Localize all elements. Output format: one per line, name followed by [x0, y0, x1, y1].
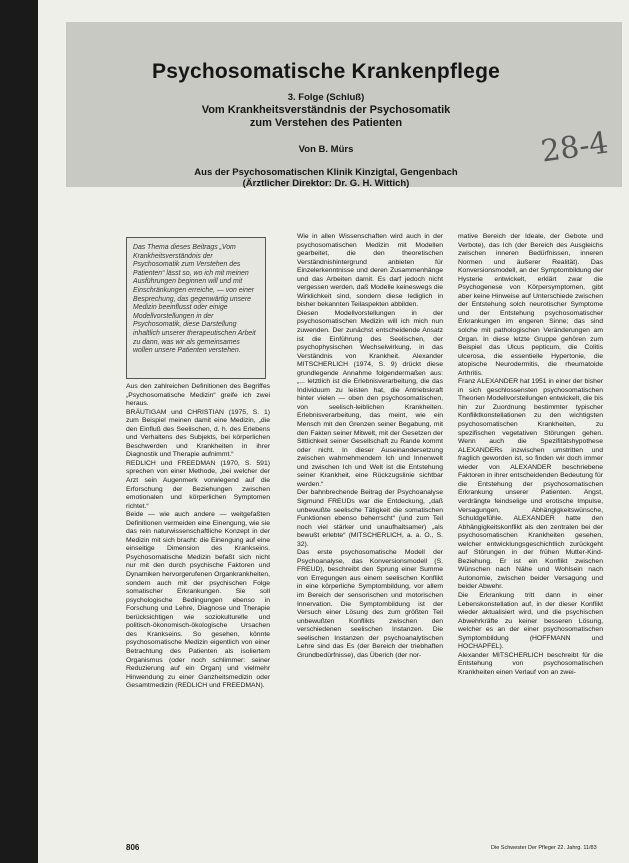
subtitle-line-1: Vom Krankheitsverständnis der Psychosomatik [201, 104, 451, 116]
text-column-3 [458, 233, 603, 845]
paragraph: REDLICH und FREEDMAN (1970, S. 591) sprechen von einer Methode, „bei welcher der Arzt sein Augenmerk vorwiegend auf die Erforschung der Beziehungen zwischen emotionalen und körperlichen Symptomen richtet.“ [126, 459, 270, 510]
series-label: 3. Folge (Schluß) [287, 92, 365, 103]
institute-line: Aus der Psychosomatischen Klinik Kinzigtal, Gengenbach [194, 167, 458, 178]
document-page [38, 0, 629, 863]
paragraph: Franz ALEXANDER hat 1951 in einer der bisher in sich geschlossensten psychosomatischen Theorien Modellvorstellungen entwickelt, die bis hin zur Zuordnung bestimmter typischer Konfliktkonstellationen zu den wichtigsten psychosomatischen Krankheiten, zu spezifischen vegetativen Störungen gehen. Wenn auch die Spezifitätshypothese ALEXANDERs inzwischen umstritten und fraglich geworden ist, so finden wir doch immer wieder von ALEXANDER beschriebene Faktoren in ihrer entscheidenden Bedeutung für die Entstehung der psychosomatischen Erkrankung unserer Patienten. Angst, verdrängte feindselige und erotische Impulse, Versagungen, Abhängigkeitswünsche, Schuldgefühle. ALEXANDER hatte den Abhängigkeitskonflikt als den zentralen bei der psychosomatischen Krankheiten gesehen, welcher entwicklungsgeschichtlich zurückgeht auf Störungen in der frühen Mutter-Kind-Beziehung. Er ist ein Konflikt zwischen Wünschen nach Nähe und Wohlsein nach Autonomie, zwischen beider Versagung und beider Abwehr. [458, 378, 603, 591]
subtitle-line-2: zum Verstehen des Patienten [249, 117, 403, 129]
paragraph: Das erste psychosomatische Modell der Psychoanalyse, das Konversionsmodell (S. FREUD), beschreibt den Sprung einer Summe von Erregungen aus einem seelischen Konflikt in eine körperliche Symptombildung, vor allem im Bereich der sensorischen und motorischen Innervation. Die Symptombildung ist der Versuch einer Lösung des zum größten Teil unbewußten Konflikts zwischen den verschiedenen seelischen Instanzen. Die seelischen Instanzen der psychoanalytischen Lehre sind das Es (der Bereich der triebhaften Grundbedürfnisse), das Überich (der nor- [297, 549, 443, 659]
paragraph: Der bahnbrechende Beitrag der Psychoanalyse Sigmund FREUDs war die Entdeckung, „daß unbewußte seelische Tätigkeit die somatischen Funktionen ebenso beherrscht“ (und zum Teil noch viel stärker und unaufhaltsamer) „als bewußt erlebte“ (MITSCHERLICH, a. a. O., S. 32). [297, 489, 443, 548]
intro-box: Das Thema dieses Beitrags „Vom Krankheitsverständnis der Psychosomatik zum Verstehen des Patienten“ lässt so, wo ich mit meinen Ausführungen beginnen will und mit Einschränkungen erreiche, — von einer Besprechung, das gegenwärtig unsere Medizin beeinflusst oder einige Modellvorstellungen in der Psychosomatik, diese Darstellung inhaltlich unserer therapeutischen Arbeit zu dann, was wir als gemeinsames wollen unsere Patienten verstehen. [126, 237, 266, 379]
paragraph: mative Bereich der Ideale, der Gebote und Verbote), das Ich (der Bereich des Ausgleichs zwischen inneren Bedürfnissen, inneren Normen und äußerer Realität). Das Konversionsmodell, an der Symptombildung der Hysterie entwickelt, erklärt zwar die Psychogenese von Körpersymptomen, gibt aber keine Hinweise auf Unterschiede zwischen der Entstehung solch neurotischer Symptome und der Entstehung psychosomatischer Erkrankungen im engeren Sinne; das sind solche mit pathologischen Veränderungen am Organ. In diese letzte Gruppe gehören zum Beispiel das Ulcus pepticum, die Colitis ulcerosa, die essentielle Hypertonie, die atopische Neurodermitis, die rheumatoide Arthritis. [458, 233, 603, 377]
article-title: Psychosomatische Krankenpflege [152, 60, 500, 83]
paragraph: Die Erkrankung tritt dann in einer Lebenskonstellation auf, in der dieser Konflikt wieder aktualisiert wird, und die psychischen Abwehrkräfte zu keiner besseren Lösung, welcher es an der einer psychosomatischen Symptombildung (HOFFMANN und HOCHAPFEL). [458, 591, 603, 651]
paragraph: Wie in allen Wissenschaften wird auch in der psychosomatischen Medizin mit Modellen gearbeitet, die den theoretischen Verständnishintergrund anbieten für Einzelerkenntnisse und deren Zusammenhänge und das Arbeiten damit. Es darf jedoch nicht vergessen werden, daß Modelle keineswegs die Wirklichkeit sind, sondern diese lediglich in bisher bekannten Teilaspekten abbilden. [297, 233, 443, 309]
text-column-2 [297, 233, 443, 845]
journal-footer: Die Schwester Der Pfleger 22. Jahrg. 11/83 [491, 845, 597, 851]
paragraph: BRÄUTIGAM und CHRISTIAN (1975, S. 1) zum Beispiel meinen damit eine Medizin, „die den Einfluß des Seelischen, d. h. des Erlebens und Verhaltens des Subjekts, bei körperlichen Beschwerden und Krankheiten in ihrer Diagnostik und Therapie aufnimmt.“ [126, 408, 270, 459]
paragraph: Diesen Modellvorstellungen in der psychosomatischen Medizin will ich mich nun zuwenden. Der zunächst entscheidende Ansatz ist die Einführung des Seelischen, der psychophysischen Wechselwirkung, in das Verständnis von Krankheit. Alexander MITSCHERLICH (1974, S. 9) drückt diese grundlegende Annahme folgendermaßen aus: „... letztlich ist die Erlebnisverarbeitung, die das Individuum zu leisten hat, die Antriebskraft hinter vielen — oben den psychosomatischen, von seelisch-leiblichen Krankheiten. Erlebnisverarbeitung, das meint, wie ein Mensch mit den Grenzen seiner Begabung, mit den Fakten seiner Mitwelt, mit der Gesetzen der Sittlichkeit seiner Gesellschaft zu Rande kommt oder nicht. In dieser Auseinandersetzung zwischen wahrnehmendem Ich und Innenwelt und zwischen Ich und Welt ist die Entstehung seiner Krankheit, eine Rückzugslinie sichtbar werden.“ [297, 309, 443, 488]
paragraph: Beide — wie auch andere — weitgefaßten Definitionen vermeiden eine Einengung, wie sie das rein naturwissenschaftliche Konzept in der Medizin mit sich bracht: die Einengung auf eine einseitige Dimension des Krankseins. Psychosomatische Medizin befaßt sich nicht nur mit den durch psychische Faktoren und Dynamiken hervorgerufenen Organkrankheiten, sondern auch mit der psychischen Folge somatischer Erkrankungen. Sie soll psychologische Bedingungen ebenso in Forschung und Lehre, Diagnose und Therapie berücksichtigen wie soziokulturelle und politisch-ökonomisch-ökologische Ursachen des Krankseins. So gesehen, könnte psychosomatische Medizin eigentlich von einer Betrachtung des Patienten als isoliertem Organismus (oder noch schlimmer: seiner Reduzierung auf ein Organ) und vielmehr Hinwendung zu einer Ganzheitsmedizin oder Gesamtmedizin (REDLICH und FREEDMAN). [126, 511, 270, 690]
text-column-1 [126, 383, 270, 814]
header-block [66, 22, 622, 187]
author-line: Von B. Mürs [298, 144, 354, 155]
paragraph: Aus den zahlreichen Definitionen des Begriffes „Psychosomatische Medizin“ greife ich zwei heraus. [126, 383, 270, 408]
handwritten-note: 28-4 [538, 125, 611, 170]
paragraph: Alexander MITSCHERLICH beschreibt für die Entstehung von psychosomatischen Krankheiten einen Verlauf von an zwei- [458, 651, 603, 676]
page-number: 806 [126, 843, 140, 852]
director-line: (Ärztlicher Direktor: Dr. G. H. Wittich) [242, 178, 410, 189]
